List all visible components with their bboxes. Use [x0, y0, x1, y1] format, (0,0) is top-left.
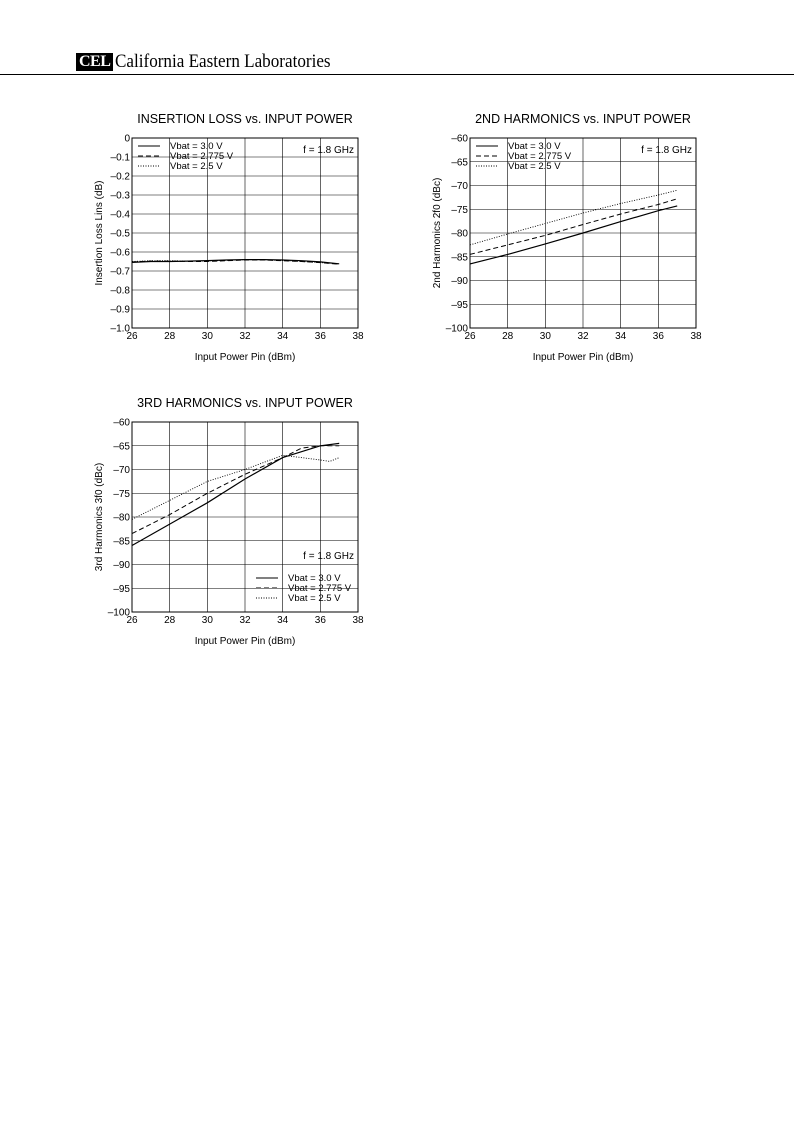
- x-tick-label: 26: [126, 615, 138, 626]
- series-line-solid: [132, 443, 339, 545]
- y-tick-label: –100: [445, 323, 468, 335]
- series-line-dashed: [470, 199, 677, 255]
- y-tick-label: –0.2: [110, 171, 130, 183]
- second-harmonics-chart: [428, 108, 718, 368]
- header-rule: [0, 74, 794, 75]
- legend-entry: Vbat = 3.0 V: [508, 141, 561, 152]
- x-tick-label: 32: [577, 331, 589, 342]
- y-tick-label: –100: [107, 607, 130, 619]
- x-tick-label: 30: [201, 615, 213, 626]
- x-tick-label: 38: [352, 331, 364, 342]
- x-tick-label: 30: [539, 331, 551, 342]
- x-axis-label: Input Power Pin (dBm): [194, 352, 296, 363]
- chart-title: 2ND HARMONICS vs. INPUT POWER: [475, 112, 691, 126]
- y-tick-label: –70: [113, 465, 130, 476]
- legend-entry: Vbat = 3.0 V: [288, 573, 341, 584]
- y-tick-label: –60: [451, 133, 468, 145]
- y-tick-label: –1.0: [110, 323, 130, 335]
- y-tick-label: –70: [451, 181, 468, 192]
- y-tick-label: –90: [451, 276, 468, 287]
- x-tick-label: 34: [277, 615, 289, 626]
- x-tick-label: 36: [314, 615, 326, 626]
- legend-entry: Vbat = 2.5 V: [170, 161, 223, 172]
- y-tick-label: 0: [124, 133, 130, 145]
- frequency-annotation: f = 1.8 GHz: [641, 145, 692, 156]
- y-tick-label: –0.7: [110, 266, 130, 278]
- y-axis-label: Insertion Loss Lins (dB): [94, 180, 105, 286]
- y-tick-label: –0.3: [110, 190, 130, 202]
- x-tick-label: 26: [126, 331, 138, 342]
- y-tick-label: –75: [451, 204, 468, 216]
- y-tick-label: –80: [113, 512, 130, 524]
- y-tick-label: –0.6: [110, 247, 130, 259]
- page-header: [76, 52, 355, 72]
- legend-entry: Vbat = 2.5 V: [508, 161, 561, 172]
- x-tick-label: 30: [201, 331, 213, 342]
- y-tick-label: –0.1: [110, 152, 130, 164]
- legend-entry: Vbat = 2.775 V: [170, 151, 234, 162]
- y-axis-label: 2nd Harmonics 2f0 (dBc): [432, 177, 443, 289]
- y-tick-label: –0.8: [110, 285, 130, 297]
- x-tick-label: 36: [652, 331, 664, 342]
- x-tick-label: 28: [502, 331, 514, 342]
- y-tick-label: –0.4: [110, 209, 130, 221]
- x-axis-label: Input Power Pin (dBm): [194, 636, 296, 647]
- x-tick-label: 32: [239, 615, 251, 626]
- x-tick-label: 26: [464, 331, 476, 342]
- y-tick-label: –0.5: [110, 228, 130, 240]
- third-harmonics-chart: [90, 392, 380, 652]
- company-name: California Eastern Laboratories: [115, 51, 331, 72]
- x-tick-label: 36: [314, 331, 326, 342]
- y-tick-label: –85: [451, 252, 468, 264]
- chart-title: 3RD HARMONICS vs. INPUT POWER: [137, 396, 353, 410]
- company-logo: CEL: [76, 53, 113, 71]
- y-tick-label: –65: [113, 441, 130, 453]
- y-tick-label: –95: [451, 299, 468, 311]
- series-line-dotted: [470, 190, 677, 245]
- y-axis-label: 3rd Harmonics 3f0 (dBc): [94, 462, 105, 572]
- x-tick-label: 34: [615, 331, 627, 342]
- series-line-solid: [470, 206, 677, 264]
- series-line-dashed: [132, 446, 339, 534]
- x-tick-label: 32: [239, 331, 251, 342]
- series-line-dotted: [132, 455, 339, 519]
- legend-entry: Vbat = 2.775 V: [508, 151, 572, 162]
- x-axis-label: Input Power Pin (dBm): [532, 352, 634, 363]
- insertion-loss-chart: [90, 108, 380, 368]
- chart-title: INSERTION LOSS vs. INPUT POWER: [137, 112, 353, 126]
- legend-entry: Vbat = 2.775 V: [288, 583, 352, 594]
- y-tick-label: –85: [113, 536, 130, 548]
- y-tick-label: –0.9: [110, 304, 130, 316]
- y-tick-label: –60: [113, 417, 130, 429]
- frequency-annotation: f = 1.8 GHz: [303, 551, 354, 562]
- y-tick-label: –65: [451, 157, 468, 169]
- frequency-annotation: f = 1.8 GHz: [303, 145, 354, 156]
- y-tick-label: –90: [113, 560, 130, 571]
- x-tick-label: 34: [277, 331, 289, 342]
- x-tick-label: 38: [352, 615, 364, 626]
- y-tick-label: –75: [113, 488, 130, 500]
- x-tick-label: 28: [164, 615, 176, 626]
- x-tick-label: 38: [690, 331, 702, 342]
- legend-entry: Vbat = 3.0 V: [170, 141, 223, 152]
- x-tick-label: 28: [164, 331, 176, 342]
- y-tick-label: –80: [451, 228, 468, 240]
- legend-entry: Vbat = 2.5 V: [288, 593, 341, 604]
- y-tick-label: –95: [113, 583, 130, 595]
